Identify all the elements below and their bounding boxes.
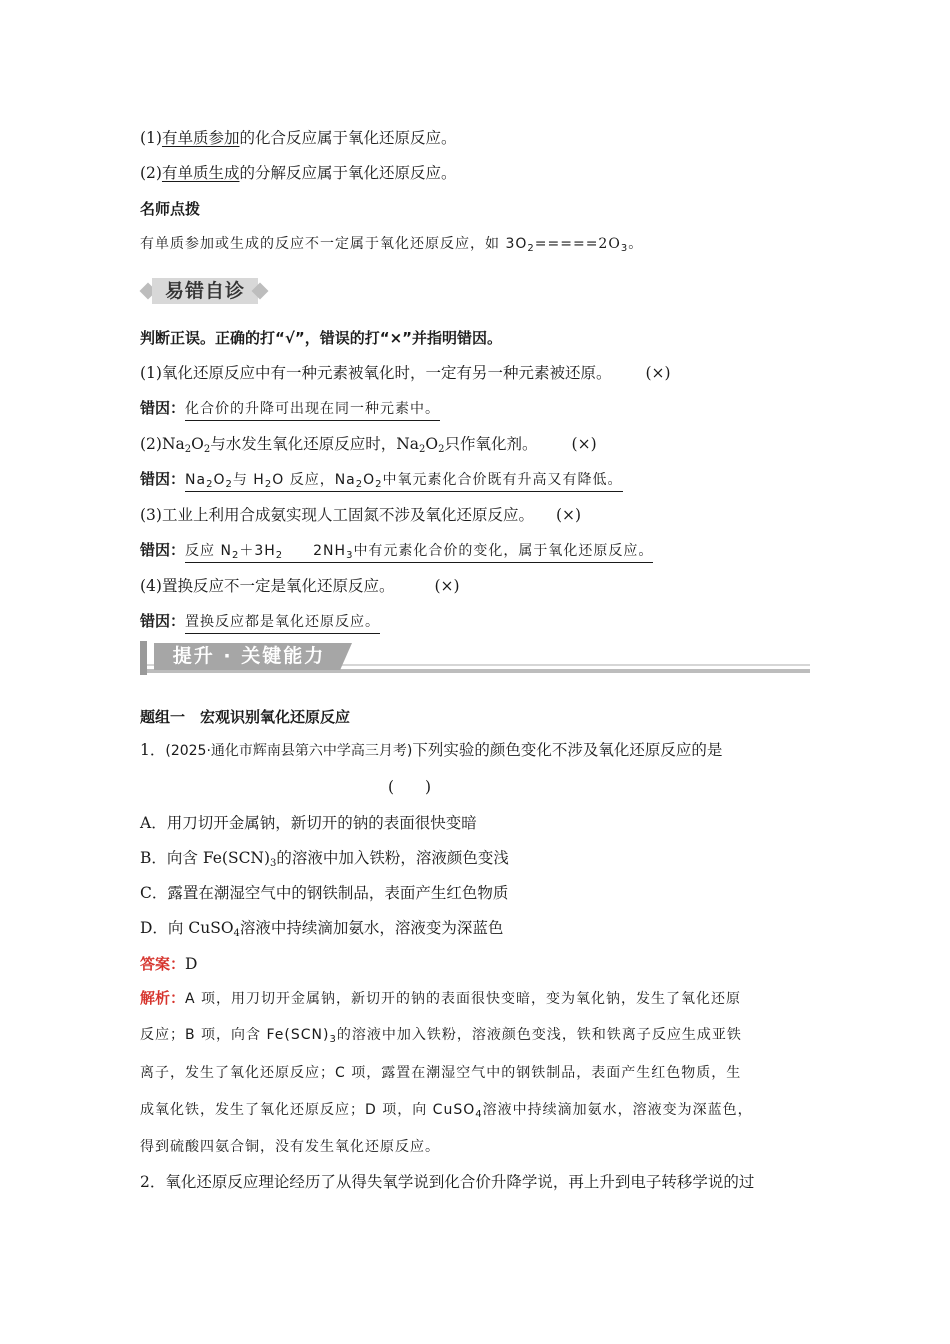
self-check-badge	[140, 276, 270, 306]
error-label: 错因：	[140, 541, 186, 559]
statement-text: O	[191, 435, 204, 453]
answer-part: ＋3H	[239, 543, 276, 559]
answer-part: O 反应，Na	[272, 472, 356, 488]
error-answer: 置换反应都是氧化还原反应。	[185, 612, 380, 634]
subscript: 2	[438, 444, 445, 455]
tip-text	[140, 234, 643, 254]
item-number: (2)	[140, 164, 162, 182]
analysis-line-1	[140, 988, 741, 1009]
option-text: 溶液中持续滴加氨水，溶液变为深蓝色	[239, 919, 504, 937]
statement-text: (4)置换反应不一定是氧化还原反应。	[140, 577, 395, 595]
statement-text: 只作氧化剂。	[444, 435, 538, 453]
reaction-arrow: =====	[534, 236, 599, 252]
analysis-text: 溶液中持续滴加氨水，溶液变为深蓝色，	[482, 1102, 753, 1118]
statement-text: 与水发生氧化还原反应时，Na	[210, 435, 420, 453]
analysis-line-4	[140, 1100, 753, 1120]
badge-title: 易错自诊	[164, 280, 245, 302]
question-source: (2025·通化市辉南县第六中学高三月考)	[165, 743, 413, 759]
statement-text: (1)氧化还原反应中有一种元素被氧化时，一定有另一种元素被还原。	[140, 364, 612, 382]
analysis-line-2	[140, 1025, 742, 1045]
question-number: 1．	[140, 741, 166, 759]
option-c: C．露置在潮湿空气中的钢铁制品，表面产生红色物质	[140, 884, 509, 902]
analysis-text: 反应；B 项，向含 Fe(SCN)	[140, 1027, 330, 1043]
tip-text-part: 2O	[598, 236, 621, 252]
subscript: 2	[203, 444, 211, 455]
item-number: (1)	[140, 129, 162, 147]
tip-text-part: 有单质参加或生成的反应不一定属于氧化还原反应，如 3O	[140, 236, 528, 252]
answer-part: 与 H	[232, 472, 265, 488]
answer-part: 2NH	[313, 543, 347, 559]
judgement-mark: (×)	[571, 435, 597, 453]
error-label: 错因：	[140, 399, 186, 417]
intro-item-1	[140, 128, 457, 148]
answer-part: O	[213, 472, 226, 488]
option-text: 的溶液中加入铁粉，溶液颜色变浅	[276, 849, 509, 867]
subscript: 2	[231, 550, 240, 561]
answer-part: O	[363, 472, 376, 488]
self-check-instruction: 判断正误。正确的打“√”，错误的打“×”并指明错因。	[140, 329, 503, 347]
error-label: 错因：	[140, 612, 186, 630]
analysis-text: 成氧化铁，发生了氧化还原反应；D 项，向 CuSO	[140, 1102, 476, 1118]
error-reason-4	[140, 611, 380, 634]
subscript: 2	[527, 243, 535, 254]
subscript: 3	[270, 858, 277, 869]
error-label: 错因：	[140, 470, 186, 488]
subscript: 3	[329, 1034, 337, 1045]
answer-part: 反应 N	[185, 543, 232, 559]
answer-part: 中氧元素化合价既有升高又有降低。	[382, 472, 623, 488]
question-text: 下列实验的颜色变化不涉及氧化还原反应的是	[412, 741, 723, 759]
error-answer	[185, 541, 653, 563]
analysis-label: 解析：	[140, 989, 186, 1007]
item-text: 的化合反应属于氧化还原反应。	[239, 129, 457, 147]
subscript: 2	[206, 479, 214, 490]
subscript: 2	[275, 550, 284, 561]
answer-label: 答案：	[140, 955, 186, 973]
subscript: 3	[346, 550, 354, 561]
subscript: 2	[375, 479, 383, 490]
answer-line	[140, 954, 197, 974]
error-answer	[185, 470, 623, 492]
answer-part: Na	[185, 472, 207, 488]
error-answer: 化合价的升降可出现在同一种元素中。	[185, 399, 440, 421]
statement-1	[140, 363, 671, 383]
statement-4	[140, 576, 460, 596]
answer-paren: ( )	[388, 778, 432, 796]
answer-value: D	[185, 955, 198, 973]
intro-item-2	[140, 163, 457, 183]
analysis-line-3: 离子，发生了氧化还原反应；C 项，露置在潮湿空气中的钢铁制品，表面产生红色物质，生	[140, 1065, 742, 1081]
banner-title: 提升 · 关键能力	[172, 645, 326, 667]
judgement-mark: (×)	[434, 577, 460, 595]
answer-part: 中有元素化合价的变化，属于氧化还原反应。	[353, 543, 654, 559]
banner-bar	[140, 641, 147, 675]
statement-2	[140, 434, 597, 454]
underlined-phrase: 有单质参加	[161, 129, 240, 147]
group-title: 题组一 宏观识别氧化还原反应	[140, 708, 351, 726]
analysis-text: A 项，用刀切开金属钠，新切开的钠的表面很快变暗，变为氧化钠，发生了氧化还原	[185, 991, 742, 1007]
option-a: A．用刀切开金属钠，新切开的钠的表面很快变暗	[140, 814, 477, 832]
statement-3	[140, 505, 581, 525]
error-reason-3	[140, 540, 653, 563]
question-2: 2．氧化还原反应理论经历了从得失氧学说到化合价升降学说，再上升到电子转移学说的过	[140, 1173, 755, 1191]
question-1	[140, 740, 722, 761]
subscript: 3	[620, 243, 629, 254]
section-banner	[140, 641, 810, 675]
statement-text: O	[425, 435, 439, 453]
subscript: 4	[233, 928, 240, 939]
option-d	[140, 918, 503, 938]
judgement-mark: (×)	[645, 364, 671, 382]
item-text: 的分解反应属于氧化还原反应。	[239, 164, 457, 182]
subscript: 2	[184, 444, 192, 455]
option-text: D．向 CuSO	[140, 919, 234, 937]
option-text: B．向含 Fe(SCN)	[140, 849, 271, 867]
analysis-line-5: 得到硫酸四氨合铜，没有发生氧化还原反应。	[140, 1139, 440, 1155]
statement-text: (2)Na	[140, 435, 185, 453]
subscript: 2	[264, 479, 273, 490]
subscript: 2	[355, 479, 364, 490]
analysis-text: 的溶液中加入铁粉，溶液颜色变浅，铁和铁离子反应生成亚铁	[336, 1027, 742, 1043]
underlined-phrase: 有单质生成	[161, 164, 240, 182]
statement-text: (3)工业上利用合成氨实现人工固氮不涉及氧化还原反应。	[140, 506, 534, 524]
subscript: 2	[225, 479, 233, 490]
subscript: 2	[419, 444, 426, 455]
subscript: 4	[475, 1109, 483, 1120]
option-b	[140, 848, 509, 868]
error-reason-2	[140, 469, 623, 492]
error-reason-1	[140, 398, 440, 421]
judgement-mark: (×)	[555, 506, 582, 524]
tip-heading: 名师点拨	[140, 200, 201, 218]
tip-text-part: 。	[628, 236, 644, 252]
